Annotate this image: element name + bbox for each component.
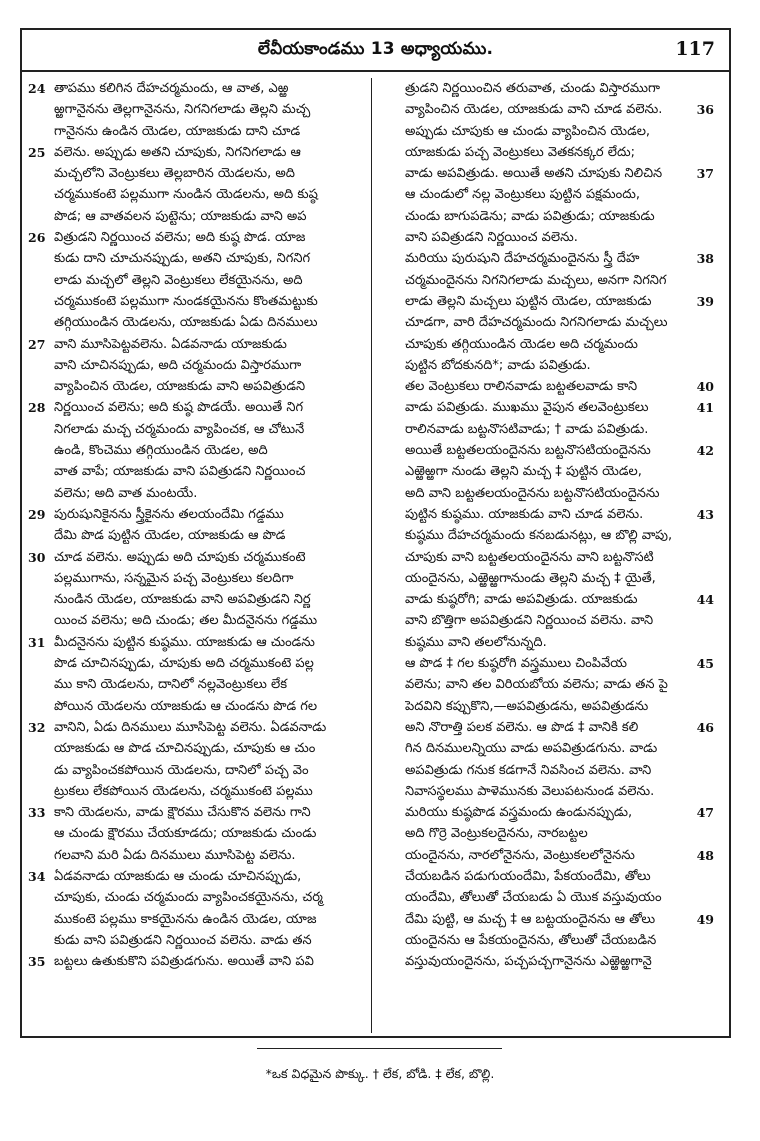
page-header [22,30,729,72]
line-text: వాత వాపే; యాజకుడు వాని పవిత్రుడని నిర్ణయించ [54,464,306,480]
verse-number: 41 [696,400,714,416]
text-line [379,909,714,930]
text-line [379,525,714,546]
line-text: చర్మమందైనను నిగనిగలాడు మచ్చలు, అనగా నిగనిగ [405,272,667,288]
line-text: దేమి పుట్టి, ఆ మచ్చ ‡ ఆ బట్టయందైనను ఆ తోలు [405,911,656,927]
text-line [379,866,714,887]
text-line [28,568,363,589]
line-text: దేమి పొడ పుట్టిన యెడల, యాజకుడు ఆ పొడ [54,528,286,544]
line-text: వాడు అపవిత్రుడు. అయితే అతని చూపుకు నిలిచిన [405,166,663,182]
verse-number: 44 [696,592,714,608]
page-number: 117 [675,38,715,60]
line-text: చేయబడిన పడుగుయందేమి, పేకయందేమి, తోలు [405,868,651,884]
text-line [28,78,363,99]
column-divider [371,78,372,1033]
text-line [379,674,714,695]
line-text: పోయిన యెడలను యాజకుడు ఆ చుండను పొడ గల [54,698,318,714]
line-text: నుండిన యెడల, యాజకుడు వాని అపవిత్రుడని నిర్ణ [54,592,311,608]
text-line [28,589,363,610]
line-text: పురుషునికైనను స్త్రీకైనను తలయందేమి గడ్డము [54,506,284,522]
line-text: మరియు కుష్ఠపొడ వస్త్రమందు ఉండునప్పుడు, [405,805,633,821]
line-text: ఏడవనాడు యాజకుడు ఆ చుండు చూచినప్పుడు, [54,868,302,884]
text-line [379,696,714,717]
text-line [28,440,363,461]
text-line [379,99,714,120]
line-text: అపవిత్రుడు గనుక కడగానే నివసించ వలెను. వాని [405,762,652,778]
line-text: ము కాని యెడలను, దానిలో నల్లవెంట్రుకలు లేక [54,677,288,693]
text-line [28,547,363,568]
line-text: చూపుకు తగ్గియుండిన యెడల అది చర్మమందు [405,336,638,352]
text-line [379,270,714,291]
line-text: వాని మూసిపెట్టవలెను. ఏడవనాడు యాజకుడు [54,336,287,352]
line-text: తల వెంట్రుకలు రాలినవాడు బట్టతలవాడు కాని [405,379,638,395]
line-text: యాజకుడు పచ్చ వెంట్రుకలు వెతకనక్కర లేదు; [405,144,636,160]
verse-number: 25 [28,144,46,160]
text-line [28,866,363,887]
verse-number: 38 [696,251,714,267]
line-text: వాని చూచినప్పుడు, అది చర్మమందు విస్తారముగా [54,357,302,373]
text-line [379,589,714,610]
line-text: అప్పుడు చూపుకు ఆ చుండు వ్యాపించిన యెడల, [405,123,651,139]
line-text: వస్తువుయందైనను, పచ్చపచ్చగానైనను ఎఱ్ఱెఱ్ఱగానై [405,954,652,970]
line-text: నిర్ణయించ వలెను; అది కుష్ఠ పొడయే. అయితే నిగ [54,400,304,416]
line-text: కుష్ఠము దేహచర్మమందు కనబడునట్లు, ఆ బొల్లి వాపు, [405,528,673,544]
line-text: అది గొర్రె వెంట్రుకలదైనను, నారబట్టల [405,826,588,842]
line-text: పొడ; ఆ వాతవలన పుట్టెను; యాజకుడు వాని అప [54,208,307,224]
verse-number: 31 [28,634,46,650]
line-text: కాని యెడలను, వాడు క్షౌరము చేసుకొన వలెను గాని [54,805,311,821]
left-column [28,78,363,972]
right-column [379,78,714,972]
text-line [379,823,714,844]
text-line [379,632,714,653]
text-line [28,632,363,653]
text-line [379,461,714,482]
line-text: మరియు పురుషుని దేహచర్మమందైనను స్త్రీ దేహ [405,251,640,267]
line-text: ఉండి, కొంచెము తగ్గియుండిన యెడల, అది [54,443,268,459]
text-line [28,142,363,163]
line-text: కుష్ఠము వాని తలలోనున్నది. [405,634,547,650]
line-text: వాడు కుష్ఠరోగి; వాడు అపవిత్రుడు. యాజకుడు [405,592,638,608]
text-line [28,291,363,312]
line-text: వానిని, ఏడు దినములు మూసిపెట్ట వలెను. ఏడవనాడు [54,719,327,735]
line-text: ఆ పొడ ‡ గల కుష్ఠరోగి వస్త్రములు చింపివేయ [405,656,627,672]
verse-number: 42 [696,443,714,459]
text-line [28,802,363,823]
text-line [379,568,714,589]
verse-number: 28 [28,400,46,416]
bible-page [20,28,731,1038]
text-line [379,504,714,525]
line-text: పొడ చూచినప్పుడు, చూపుకు అది చర్మముకంటె పల్ల [54,656,314,672]
line-text: కుడు వాని పవిత్రుడని నిర్ణయించ వలెను. వాడు తన [54,932,312,948]
line-text: యాజకుడు ఆ పొడ చూచినప్పుడు, చూపుకు ఆ చుం [54,741,316,757]
line-text: వలెను. అప్పుడు అతని చూపుకు, నిగనిగలాడు ఆ [54,144,301,160]
line-text: గిన దినములన్నియు వాడు అపవిత్రుడగును. వాడు [405,741,658,757]
verse-number: 47 [696,805,714,821]
line-text: విత్రుడని నిర్ణయించ వలెను; అది కుష్ఠ పొడ. యాజ [54,230,306,246]
line-text: నివాసస్థలము పాళెమునకు వెలుపటనుండ వలెను. [405,783,655,799]
text-line [379,312,714,333]
line-text: ఆ చుండు క్షౌరము చేయకూడదు; యాజకుడు చుండు [54,826,317,842]
line-text: డు వ్యాపించకపోయిన యెడలను, దానిలో పచ్చ వెం [54,762,309,778]
line-text: ముకంటె పల్లము కాకయైనను ఉండిన యెడల, యాజ [54,911,317,927]
text-line [379,142,714,163]
verse-number: 45 [696,656,714,672]
text-line [28,887,363,908]
text-line [379,802,714,823]
line-text: మీదనైనను పుట్టిన కుష్ఠము. యాజకుడు ఆ చుండను [54,634,315,650]
text-line [28,845,363,866]
verse-number: 33 [28,805,46,821]
text-line [28,419,363,440]
line-text: గానైనను ఉండిన యెడల, యాజకుడు దాని చూడ [54,123,301,139]
verse-number: 29 [28,506,46,522]
text-line [28,504,363,525]
verse-number: 32 [28,719,46,735]
line-text: వ్యాపించిన యెడల, యాజకుడు వాని చూడ వలెను. [405,102,663,118]
line-text: చూపుకు వాని బట్టతలయందైనను వాని బట్టనొసటి [405,549,654,565]
text-line [28,738,363,759]
text-line [379,930,714,951]
line-text: ఎఱ్ఱెఱ్ఱగా నుండు తెల్లని మచ్చ ‡ పుట్టిన యెడల, [405,464,642,480]
text-line [28,334,363,355]
line-text: అది వాని బట్టతలయందైనను బట్టనొసటియందైనను [405,485,660,501]
text-line [28,184,363,205]
text-line [379,738,714,759]
text-line [28,227,363,248]
text-line [379,397,714,418]
text-line [379,653,714,674]
text-line [379,547,714,568]
text-line [379,334,714,355]
line-text: చూపుకు, చుండు చర్మమందు వ్యాపించకయైనను, చర్మ [54,890,323,906]
line-text: ఆ చుండులో నల్ల వెంట్రుకలు పుట్టిన పక్షమందు, [405,187,641,203]
text-line [28,653,363,674]
line-text: నిగలాడు మచ్చ చర్మమందు వ్యాపించక, ఆ చోటునే [54,421,305,437]
text-line [379,440,714,461]
verse-number: 43 [696,506,714,522]
verse-number: 37 [696,166,714,182]
line-text: పల్లముగాను, సన్నమైన పచ్చ వెంట్రుకలు కలదిగా [54,570,294,586]
line-text: మచ్చలోని వెంట్రుకలు తెల్లబారిన యెడలను, అది [54,166,295,182]
text-line [379,845,714,866]
text-line [28,99,363,120]
text-line [28,461,363,482]
text-line [379,376,714,397]
text-line [28,312,363,333]
line-text: చుండు బాగుపడెను; వాడు పవిత్రుడు; యాజకుడు [405,208,655,224]
verse-number: 39 [696,293,714,309]
text-line [379,781,714,802]
text-line [28,909,363,930]
line-text: చర్మముకంటె పల్లముగా నుండిన యెడలను, అది కుష్ఠ [54,187,318,203]
text-line [28,121,363,142]
line-text: వాడు పవిత్రుడు. ముఖము వైపున తలవెంట్రుకలు [405,400,649,416]
verse-number: 49 [696,911,714,927]
line-text: వ్యాపించిన యెడల, యాజకుడు వాని అపవిత్రుడని [54,379,306,395]
text-line [28,696,363,717]
text-line [379,163,714,184]
text-line [379,887,714,908]
line-text: యందేమి, తోలుతో చేయబడు ఏ యొక వస్తువుయం [405,890,662,906]
text-line [379,610,714,631]
text-line [379,355,714,376]
text-line [28,823,363,844]
line-text: యందైనను, నారలోనైనను, వెంట్రుకలలోనైనను [405,847,635,863]
line-text: చూడగా, వారి దేహచర్మమందు నిగనిగలాడు మచ్చలు [405,315,668,331]
chapter-title: లేవీయకాండము 13 అధ్యాయము. [257,39,494,59]
text-line [28,781,363,802]
line-text: చూడ వలెను. అప్పుడు అది చూపుకు చర్మముకంటె [54,549,306,565]
verse-number: 35 [28,954,46,970]
line-text: గలవాని మరి ఏడు దినములు మూసిపెట్ట వలెను. [54,847,296,863]
text-line [28,376,363,397]
footnote-rule [257,1048,502,1049]
text-line [379,760,714,781]
text-line [28,163,363,184]
line-text: అయితే బట్టతలయందైనను బట్టనొసటియందైనను [405,443,651,459]
line-text: పుట్టిన బోదకునది*; వాడు పవిత్రుడు. [405,357,591,373]
text-line [379,227,714,248]
verse-number: 48 [696,847,714,863]
text-line [28,397,363,418]
line-text: వాని బొత్తిగా అపవిత్రుడని నిర్ణయించ వలెను. వాని [405,613,654,629]
text-line [379,248,714,269]
verse-number: 27 [28,336,46,352]
line-text: యందైనను ఆ పేకయందైనను, తోలుతో చేయబడిన [405,932,657,948]
line-text: యందైనను, ఎఱ్ఱెఱ్ఱగానుండు తెల్లని మచ్చ ‡ యైతే, [405,570,656,586]
verse-number: 46 [696,719,714,735]
line-text: వలెను; వాని తల విరియబోయ వలెను; వాడు తన పై [405,677,668,693]
text-line [28,525,363,546]
text-line [28,951,363,972]
text-line [379,951,714,972]
verse-number: 36 [696,102,714,118]
verse-number: 24 [28,81,46,96]
text-line [28,355,363,376]
text-line [28,270,363,291]
verse-number: 40 [696,379,714,395]
text-line [28,248,363,269]
text-line [28,206,363,227]
line-text: కుడు దాని చూచునప్పుడు, అతని చూపుకు, నిగనిగ [54,251,311,267]
line-text: పెదవిని కప్పుకొని,—అపవిత్రుడను, అపవిత్రుడను [405,698,649,714]
line-text: తగ్గియుండిన యెడలను, యాజకుడు ఏడు దినములు [54,315,318,331]
line-text: బట్టలు ఉతుకుకొని పవిత్రుడగును. అయితే వాని పవి [54,954,314,970]
line-text: లాడు మచ్చలో తెల్లని వెంట్రుకలు లేకయైనను, అది [54,272,303,288]
line-text: వలెను; అది వాత మంటయే. [54,485,198,501]
text-line [379,121,714,142]
text-line [379,206,714,227]
text-line [28,483,363,504]
text-line [28,717,363,738]
text-line [28,674,363,695]
line-text: లాడు తెల్లని మచ్చలు పుట్టిన యెడల, యాజకుడు [405,293,652,309]
text-line [28,610,363,631]
verse-number: 30 [28,549,46,565]
line-text: ట్రుకలు లేకపోయిన యెడలను, చర్మముకంటె పల్లము [54,783,313,799]
line-text: చర్మముకంటె పల్లముగా నుండకయైనను కొంతమట్టుకు [54,293,318,309]
line-text: యించ వలెను; అది చుండు; తల మీదనైనను గడ్డము [54,613,318,629]
line-text: అని నొరాత్తి పలక వలెను. ఆ పొడ ‡ వానికి కలి [405,719,639,735]
line-text: వాని పవిత్రుడని నిర్ణయించ వలెను. [405,230,578,246]
line-text: ఱ్ఱగానైనను తెల్లగానైనను, నిగనిగలాడు తెల్లని మచ్చ [54,102,311,118]
text-line [28,760,363,781]
footnote: *ఒక విధమైన పొక్కు. † లేక, బోడి. ‡ లేక, బొల్లి. [265,1066,495,1081]
text-line [379,717,714,738]
text-line [379,184,714,205]
line-text: రాలినవాడు బట్టనొసటివాడు; † వాడు పవిత్రుడు. [405,421,649,437]
verse-number: 34 [28,868,46,884]
line-text: తాపము కలిగిన దేహచర్మమందు, ఆ వాత, ఎఱ్ఱ [54,81,289,96]
text-line [379,483,714,504]
text-line [379,78,714,99]
text-line [379,419,714,440]
line-text: త్రుడని నిర్ణయించిన తరువాత, చుండు విస్తారముగా [405,81,660,96]
text-line [379,291,714,312]
line-text: పుట్టిన కుష్ఠము. యాజకుడు వాని చూడ వలెను. [405,506,644,522]
text-line [28,930,363,951]
verse-number: 26 [28,230,46,246]
